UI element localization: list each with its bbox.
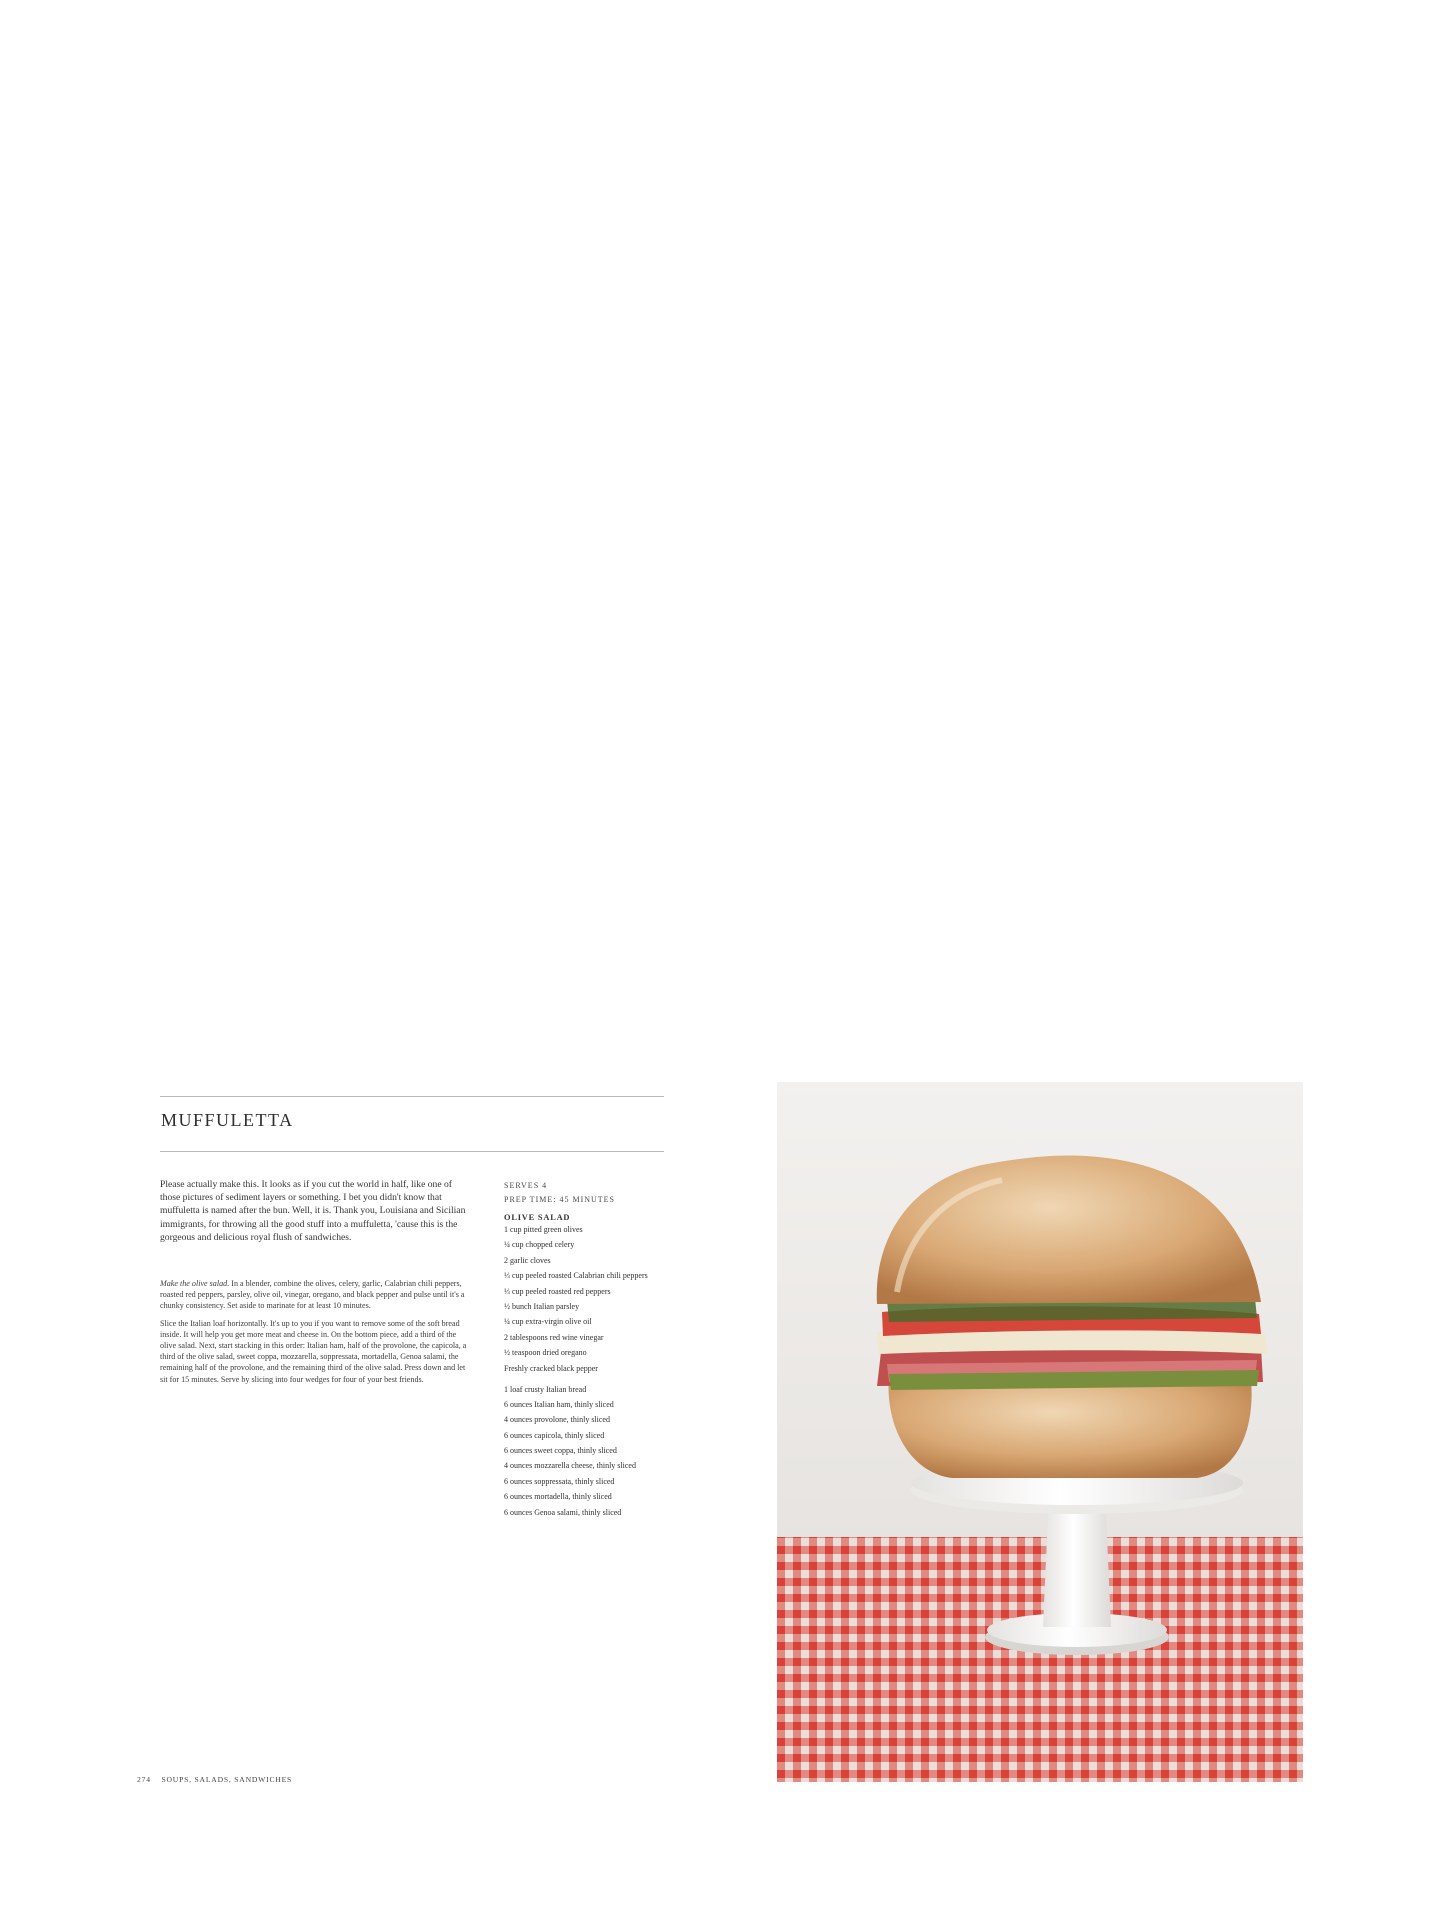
ingredient-item: 1 loaf crusty Italian bread: [504, 1384, 587, 1394]
page-number: 274: [137, 1775, 151, 1784]
ingredient-item: 6 ounces soppressata, thinly sliced: [504, 1476, 615, 1486]
ingredient-item: ½ bunch Italian parsley: [504, 1301, 580, 1311]
prep-time-label: PREP TIME: 45 MINUTES: [504, 1195, 616, 1204]
ingredient-item: 2 garlic cloves: [504, 1255, 551, 1265]
ingredient-item: 6 ounces sweet coppa, thinly sliced: [504, 1446, 617, 1456]
recipe-intro: Please actually make this. It looks as if you cut the world in half, like one of those pictures of sediment layers or something. I bet you didn't know that muffuletta is named after the bun. Well, it is. Thank you, Louisiana and Sicilian immigrants, for throwing all the good stuff into a muffuletta, 'cause this is the gorgeous and delicious royal flush of sandwiches.: [160, 1179, 466, 1243]
ingredient-item: ½ teaspoon dried oregano: [504, 1348, 587, 1358]
page-footer: [137, 1775, 292, 1784]
ingredient-item: 6 ounces Genoa salami, thinly sliced: [504, 1507, 622, 1517]
recipe-title: MUFFULETTA: [161, 1110, 294, 1130]
ingredient-item: 6 ounces Italian ham, thinly sliced: [504, 1399, 614, 1409]
method-step-1-lead: Make the olive salad.: [160, 1279, 230, 1288]
method-step-1: [160, 1278, 472, 1312]
method-step-1-text: In a blender, combine the olives, celery, garlic, Calabrian chili peppers, roasted red peppers, parsley, olive oil, vinegar, oregano, and black pepper and pulse until it's a chunky consistency. Set aside to marinate for at least 10 minutes.: [160, 1279, 465, 1311]
ingredient-item: ⅓ cup peeled roasted Calabrian chili peppers: [504, 1271, 648, 1281]
olive-salad-ingredient-list: [504, 1224, 674, 1374]
sandwich-ingredient-list: [504, 1384, 674, 1518]
sandwich-photo: [777, 1082, 1303, 1782]
serves-label: SERVES 4: [504, 1181, 548, 1190]
sandwich-photo-illustration: [777, 1082, 1303, 1782]
ingredient-item: 6 ounces mortadella, thinly sliced: [504, 1492, 612, 1502]
ingredient-item: ¼ cup extra-virgin olive oil: [504, 1317, 592, 1327]
ingredient-item: 4 ounces mozzarella cheese, thinly sliced: [504, 1461, 636, 1471]
footer-section-title: SOUPS, SALADS, SANDWICHES: [161, 1775, 293, 1784]
ingredient-item: 2 tablespoons red wine vinegar: [504, 1332, 604, 1342]
ingredient-item: 1 cup pitted green olives: [504, 1225, 583, 1234]
recipe-method: [160, 1278, 472, 1391]
title-top-rule: [160, 1096, 664, 1097]
method-step-2: Slice the Italian loaf horizontally. It's up to you if you want to remove some of the soft bread inside. It will help you get more meat and cheese in. On the bottom piece, add a third of the olive salad. Next, start stacking in this order: Italian ham, half of the provolone, the capicola, a third of the olive salad, sweet coppa, mozzarella, soppressata, mortadella, Genoa salami, the remaining half of the provolone, and the remaining third of the olive salad. Press down and let sit for 15 minutes. Serve by slicing into four wedges for four of your best friends.: [160, 1318, 467, 1384]
ingredient-item: ⅓ cup peeled roasted red peppers: [504, 1286, 611, 1296]
ingredient-item: 6 ounces capicola, thinly sliced: [504, 1430, 605, 1440]
title-bottom-rule: [160, 1151, 664, 1152]
recipe-meta: [504, 1179, 674, 1522]
ingredient-item: 4 ounces provolone, thinly sliced: [504, 1415, 610, 1425]
ingredient-item: Freshly cracked black pepper: [504, 1363, 598, 1373]
olive-salad-heading: OLIVE SALAD: [504, 1213, 571, 1222]
ingredient-item: ¼ cup chopped celery: [504, 1240, 575, 1250]
